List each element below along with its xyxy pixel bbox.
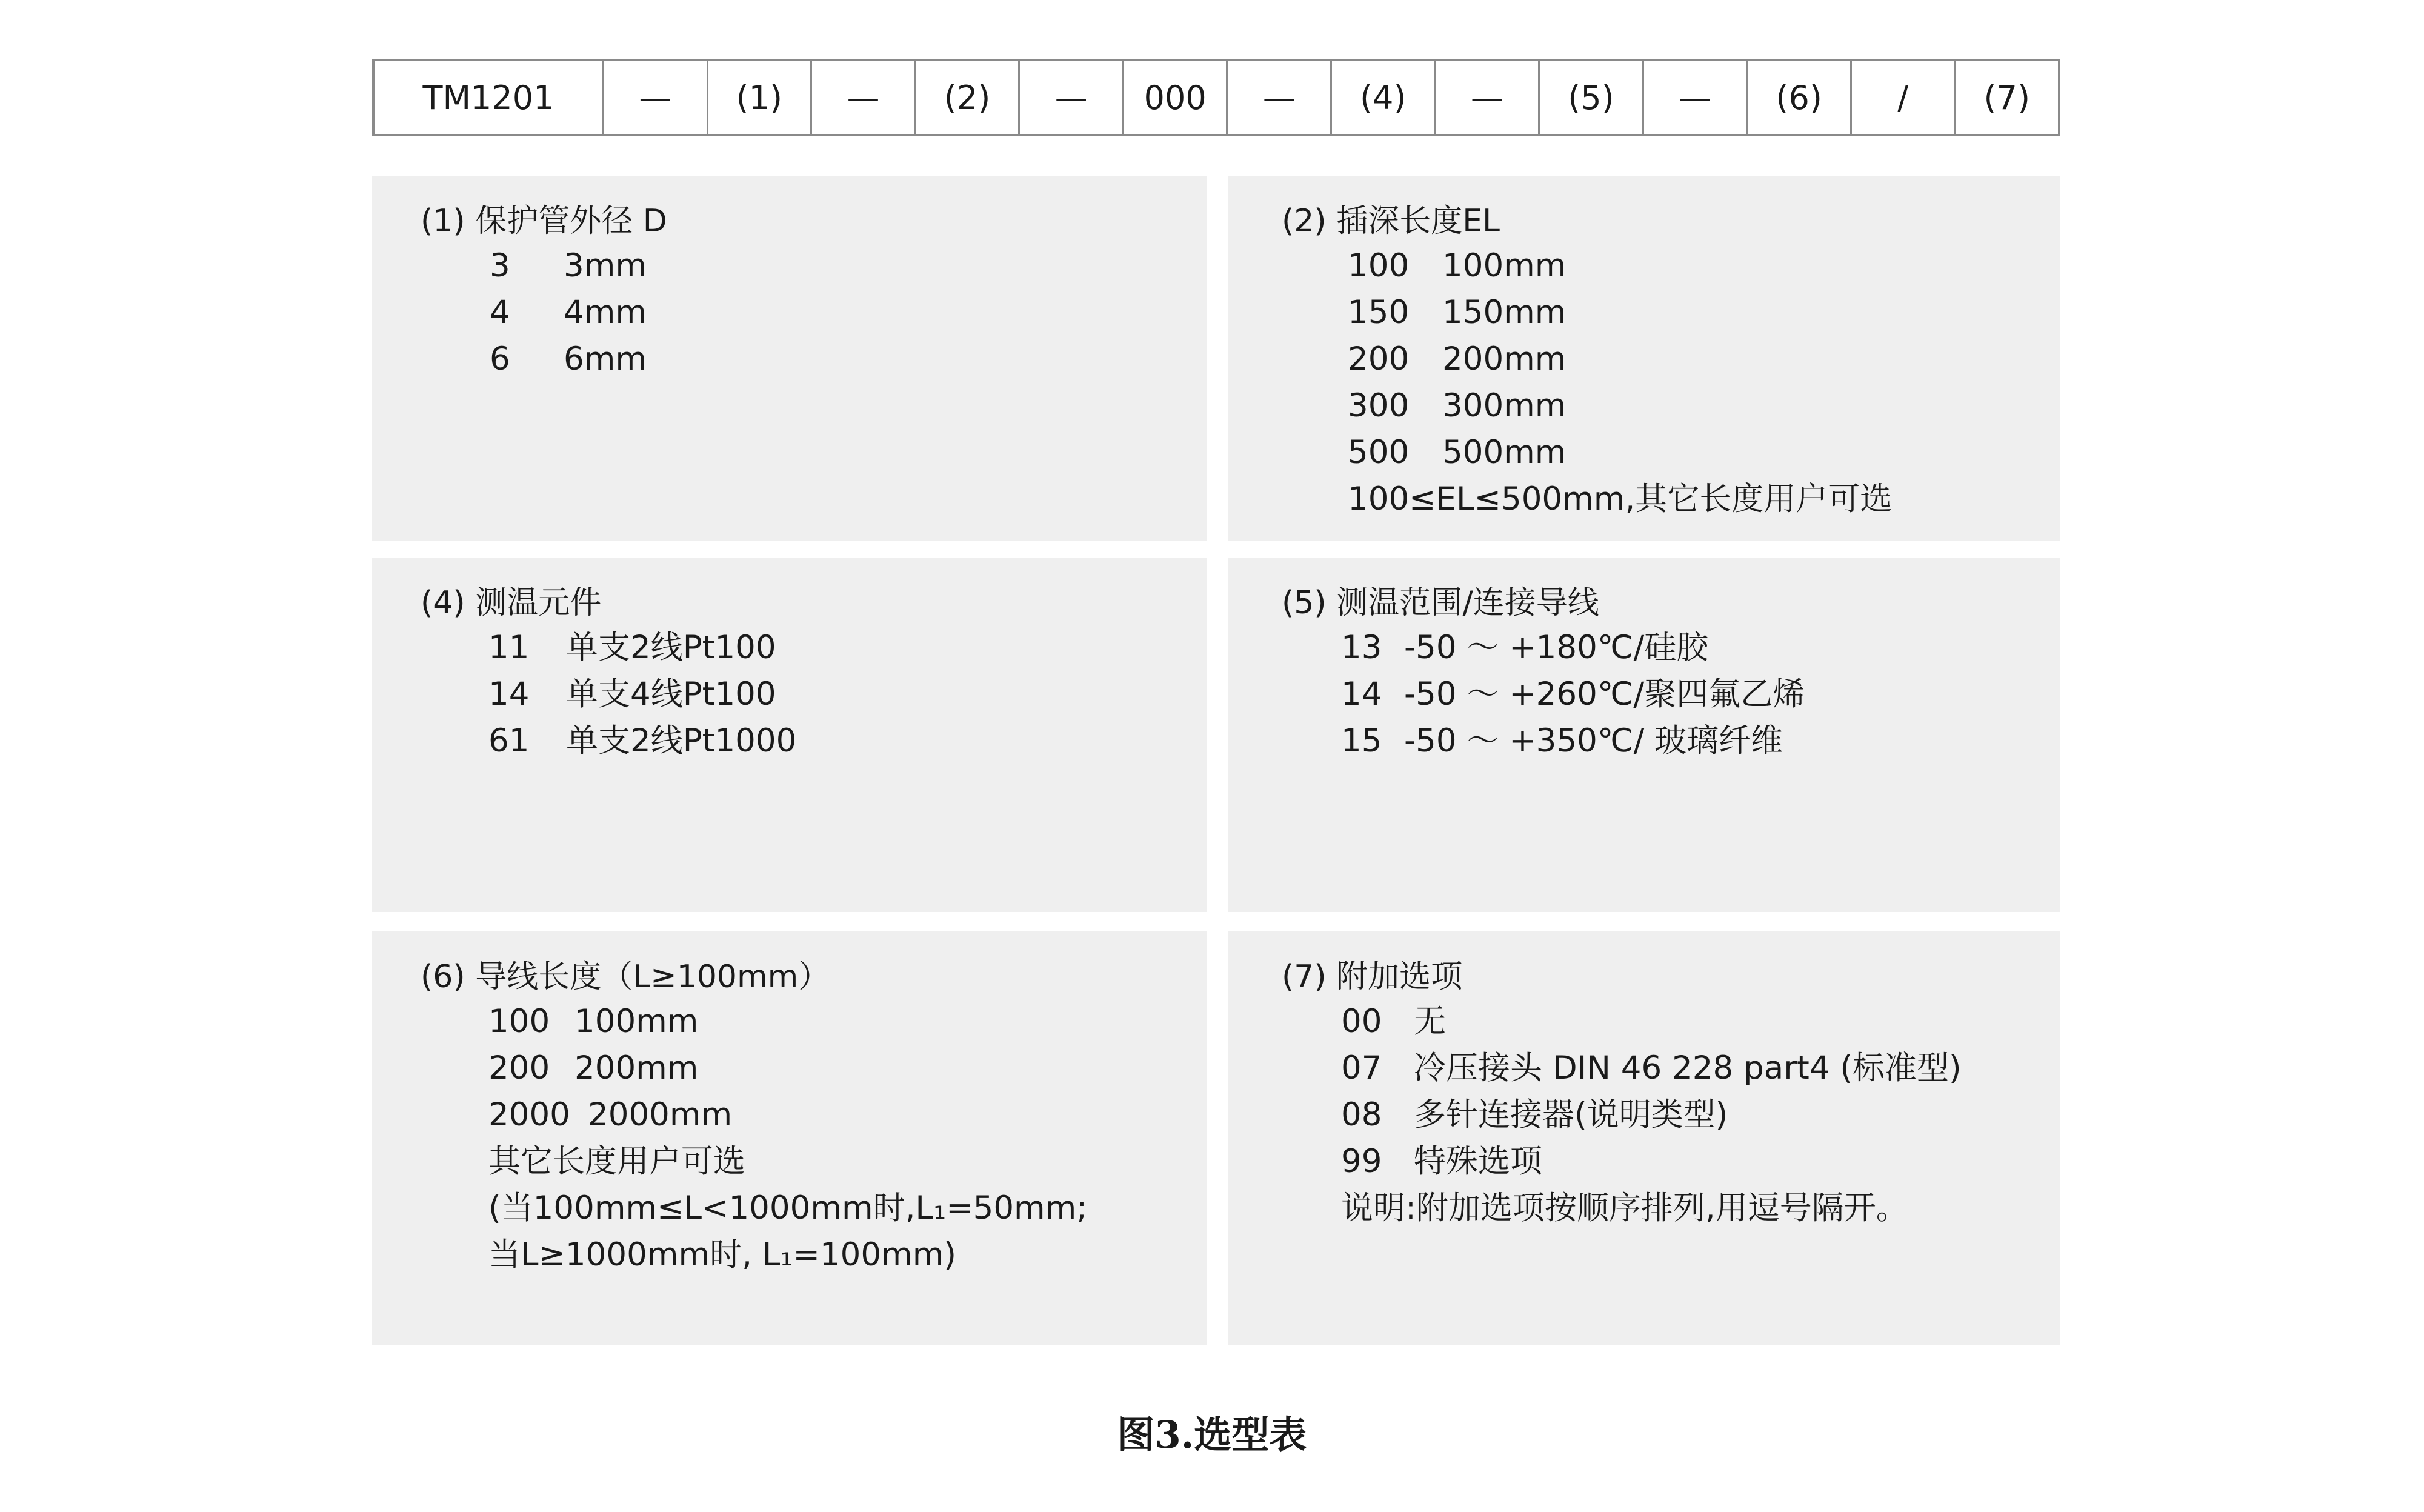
option-row	[1228, 718, 2060, 764]
option-row	[1228, 1045, 2060, 1091]
option-code: 4	[490, 294, 510, 331]
option-code: 6	[490, 341, 510, 378]
code-cell-option-6: (6)	[1746, 61, 1850, 134]
option-row	[372, 718, 1207, 764]
option-desc: 150mm	[1442, 294, 1567, 331]
option-code: 100	[1348, 247, 1410, 284]
option-row	[372, 998, 1207, 1045]
model-code-table	[372, 59, 2060, 136]
option-desc: -50 ～ +350℃/ 玻璃纤维	[1404, 722, 1783, 759]
code-cell-model: TM1201	[422, 78, 554, 117]
option-code: 200	[1348, 341, 1410, 378]
panel-temperature-range	[1228, 558, 2060, 912]
code-cell-option-7: (7)	[1954, 61, 2059, 134]
option-row	[1228, 671, 2060, 718]
option-row	[1228, 998, 2060, 1045]
code-cell-option-5: (5)	[1538, 61, 1642, 134]
panel-title: (6) 导线长度（L≥100mm）	[421, 959, 830, 995]
option-desc: 特殊选项	[1414, 1143, 1542, 1180]
option-row	[1228, 624, 2060, 671]
option-code: 99	[1341, 1143, 1382, 1180]
option-code: 3	[490, 247, 510, 284]
option-row	[372, 1091, 1207, 1138]
code-cell-option-4: (4)	[1330, 61, 1434, 134]
option-desc: 6mm	[564, 341, 647, 378]
option-row	[1228, 242, 2060, 289]
option-row	[372, 671, 1207, 718]
option-code: 100	[488, 1003, 550, 1040]
option-desc: 无	[1414, 1003, 1446, 1040]
panel-insertion-length	[1228, 176, 2060, 541]
code-cell-separator: —	[1642, 61, 1746, 134]
option-desc: 200mm	[1442, 341, 1567, 378]
panel-note: 100≤EL≤500mm,其它长度用户可选	[1348, 481, 1893, 518]
option-row	[372, 289, 1207, 336]
panel-note: 说明:附加选项按顺序排列,用逗号隔开。	[1341, 1190, 1908, 1227]
panel-note: 当L≥1000mm时, L₁=100mm)	[488, 1236, 957, 1273]
code-cell-separator: —	[602, 61, 707, 134]
option-desc: 500mm	[1442, 434, 1567, 471]
option-code: 11	[488, 629, 530, 666]
option-row	[372, 336, 1207, 382]
panel-lead-length	[372, 931, 1207, 1345]
option-row	[1228, 382, 2060, 429]
option-code: 14	[1341, 676, 1382, 713]
panel-outer-diameter	[372, 176, 1207, 541]
option-desc: 单支4线Pt100	[566, 676, 776, 713]
code-cell-separator: —	[1018, 61, 1122, 134]
option-desc: 多针连接器(说明类型)	[1414, 1096, 1728, 1133]
option-row	[1228, 289, 2060, 336]
option-row	[372, 1045, 1207, 1091]
figure-caption: 图3.选型表	[1117, 1413, 1307, 1457]
option-desc: 单支2线Pt100	[566, 629, 776, 666]
code-cell-separator: —	[810, 61, 914, 134]
option-desc: 3mm	[564, 247, 647, 284]
option-row	[372, 624, 1207, 671]
panel-title: (1) 保护管外径 D	[421, 203, 667, 239]
option-code: 2000	[488, 1096, 570, 1133]
option-code: 07	[1341, 1050, 1382, 1087]
option-row	[1228, 429, 2060, 476]
panel-note: (当100mm≤L<1000mm时,L₁=50mm;	[488, 1190, 1088, 1227]
option-desc: 4mm	[564, 294, 647, 331]
panel-additional-options	[1228, 931, 2060, 1345]
option-row	[372, 242, 1207, 289]
option-row	[1228, 336, 2060, 382]
code-cell-separator: —	[1226, 61, 1330, 134]
panel-sensing-element	[372, 558, 1207, 912]
panel-title: (5) 测温范围/连接导线	[1282, 585, 1599, 621]
option-code: 08	[1341, 1096, 1382, 1133]
option-desc: -50 ～ +180℃/硅胶	[1404, 629, 1709, 666]
option-code: 14	[488, 676, 530, 713]
option-row	[1228, 1138, 2060, 1185]
option-code: 150	[1348, 294, 1410, 331]
option-row	[1228, 1091, 2060, 1138]
option-desc: 冷压接头 DIN 46 228 part4 (标准型)	[1414, 1050, 1962, 1087]
code-cell-option-2: (2)	[914, 61, 1019, 134]
panel-title: (7) 附加选项	[1282, 959, 1463, 995]
option-desc: 100mm	[1442, 247, 1567, 284]
option-code: 00	[1341, 1003, 1382, 1040]
option-desc: 2000mm	[588, 1096, 733, 1133]
code-cell-separator: —	[1434, 61, 1539, 134]
panel-note: 其它长度用户可选	[488, 1143, 745, 1180]
option-desc: 300mm	[1442, 387, 1567, 424]
option-desc: 100mm	[574, 1003, 699, 1040]
code-cell-slash: /	[1850, 61, 1954, 134]
code-cell-fixed: 000	[1122, 61, 1227, 134]
option-code: 500	[1348, 434, 1410, 471]
panel-title: (4) 测温元件	[421, 585, 602, 621]
option-code: 61	[488, 722, 530, 759]
option-code: 13	[1341, 629, 1382, 666]
option-desc: 单支2线Pt1000	[566, 722, 797, 759]
option-code: 200	[488, 1050, 550, 1087]
option-code: 15	[1341, 722, 1382, 759]
option-desc: -50 ～ +260℃/聚四氟乙烯	[1404, 676, 1805, 713]
code-cell-option-1: (1)	[707, 61, 811, 134]
panel-title: (2) 插深长度EL	[1282, 203, 1500, 239]
option-desc: 200mm	[574, 1050, 699, 1087]
option-code: 300	[1348, 387, 1410, 424]
